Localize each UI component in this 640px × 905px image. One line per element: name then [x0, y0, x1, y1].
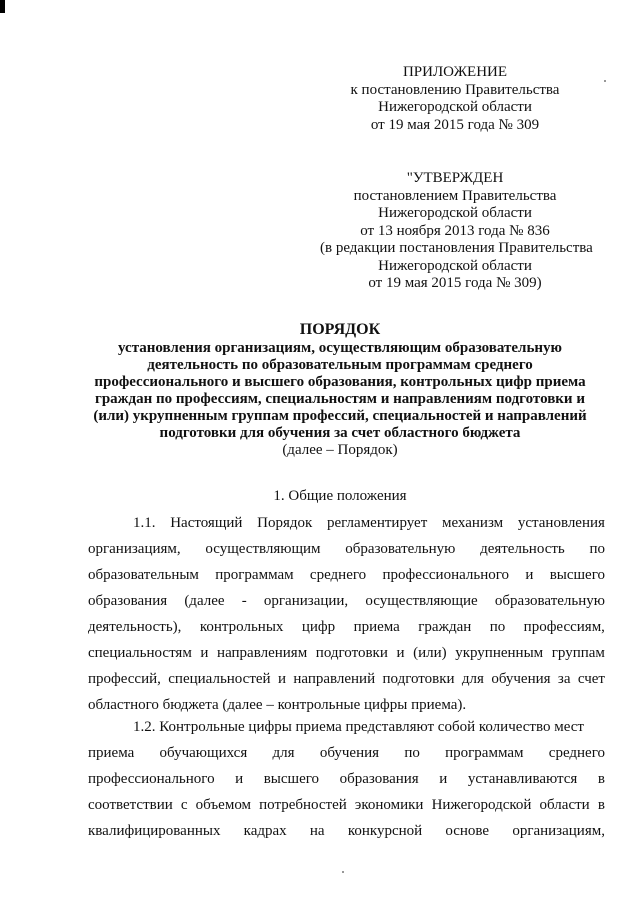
word: потребностей	[259, 797, 347, 813]
title-line: подготовки для обучения за счет областного бюджета	[159, 425, 521, 441]
title-note: (далее – Порядок)	[282, 442, 398, 458]
title-line: профессионального и высшего образования, контрольных цифр приема	[94, 374, 586, 390]
word: профессий,	[88, 671, 161, 687]
word: 1.2. Контрольные цифры приема представляют собой количество мест	[133, 719, 584, 735]
appendix-line: Нижегородской области	[378, 99, 532, 115]
word: образовательную	[345, 541, 456, 557]
word: Нижегородской	[431, 797, 532, 813]
approved-line: Нижегородской области	[378, 205, 532, 221]
word: цифр	[301, 619, 336, 635]
scan-speck	[604, 80, 606, 82]
word: и	[277, 671, 286, 687]
paragraph-line	[88, 510, 605, 536]
word: по	[489, 619, 506, 635]
word: профессионального	[382, 567, 510, 583]
appendix-line: от 19 мая 2015 года № 309	[370, 116, 540, 133]
approved-line: постановлением Правительства	[353, 187, 557, 204]
word: и	[525, 567, 534, 583]
appendix-title: ПРИЛОЖЕНИЕ	[402, 64, 508, 80]
word: образовательную	[494, 593, 605, 609]
word: -	[241, 593, 247, 609]
scan-corner-mark	[0, 0, 5, 13]
paragraph-line	[88, 640, 605, 666]
paragraph-line	[88, 666, 605, 692]
paragraph-line	[88, 792, 605, 818]
word: в	[597, 797, 605, 813]
word: для	[461, 671, 484, 687]
paragraph-line	[88, 562, 605, 588]
approved-line: от 13 ноября 2013 года № 836	[360, 222, 550, 239]
word: деятельность),	[88, 619, 182, 635]
title-heading: ПОРЯДОК	[299, 321, 381, 338]
word: с	[180, 797, 188, 813]
appendix-line: к постановлению Правительства	[350, 81, 560, 98]
scan-speck	[342, 871, 344, 873]
word: граждан	[418, 619, 472, 635]
word: подготовки	[315, 645, 388, 661]
word: обучения	[319, 745, 380, 761]
approved-block	[320, 170, 593, 293]
word: обучения	[491, 671, 551, 687]
word: программам	[445, 745, 524, 761]
word: профессиям,	[523, 619, 605, 635]
word: экономики	[354, 797, 424, 813]
approved-line: (в редакции постановления Правительства	[320, 240, 593, 256]
word: (далее	[184, 593, 225, 609]
word: конкурсной	[347, 823, 423, 839]
word: организации,	[263, 593, 349, 609]
word: деятельность	[480, 541, 565, 557]
word: программам	[215, 567, 294, 583]
paragraph-1-2	[88, 714, 605, 844]
word: направлениям	[217, 645, 308, 661]
appendix-block	[320, 64, 590, 134]
word: высшего	[549, 567, 605, 583]
paragraph-1-1	[88, 510, 605, 718]
word: 1.1.	[133, 515, 156, 531]
word: механизм	[441, 515, 504, 531]
word: направлений	[293, 671, 376, 687]
paragraph-line	[88, 818, 605, 844]
word: и	[396, 645, 405, 661]
word: по	[404, 745, 420, 761]
word: приема	[353, 619, 400, 635]
paragraph-line	[88, 588, 605, 614]
approved-line: Нижегородской области	[378, 257, 532, 274]
title-line: деятельность по образовательным программам среднего	[147, 357, 533, 373]
word: за	[557, 671, 571, 687]
paragraph-line	[88, 766, 605, 792]
word: и	[235, 771, 244, 787]
word: регламентирует	[327, 515, 428, 531]
paragraph-line	[88, 536, 605, 562]
word: основе	[445, 823, 490, 839]
word: организациям,	[512, 823, 605, 839]
document-title	[80, 321, 600, 459]
word: Настоящий	[170, 515, 243, 531]
word: приема	[88, 745, 135, 761]
word: областного бюджета (далее – контрольные цифры приема).	[88, 697, 467, 713]
word: профессионального	[88, 771, 215, 787]
word: на	[309, 823, 325, 839]
title-line: установления организациям, осуществляющим образовательную	[118, 340, 562, 356]
word: подготовки	[382, 671, 455, 687]
approved-title: "УТВЕРЖДЕН	[406, 170, 504, 186]
word: образования	[88, 593, 168, 609]
word: Порядок	[257, 515, 313, 531]
word: среднего	[309, 567, 367, 583]
word: (или)	[413, 645, 447, 661]
word: объемом	[195, 797, 252, 813]
word: осуществляющим	[205, 541, 321, 557]
word: специальностей	[168, 671, 271, 687]
word: осуществляющие	[365, 593, 478, 609]
word: кадрах	[243, 823, 287, 839]
word: контрольных	[199, 619, 284, 635]
word: группам	[551, 645, 605, 661]
word: области	[539, 797, 590, 813]
word: организациям,	[88, 541, 181, 557]
word: для	[272, 745, 295, 761]
word: установления	[517, 515, 605, 531]
word: образования	[339, 771, 419, 787]
word: и	[439, 771, 448, 787]
word: в	[597, 771, 605, 787]
word: обучающихся	[159, 745, 248, 761]
paragraph-line	[88, 614, 605, 640]
word: соответствии	[88, 797, 173, 813]
word: по	[589, 541, 605, 557]
word: счет	[577, 671, 605, 687]
word: среднего	[548, 745, 605, 761]
title-line: (или) укрупненным группам профессий, специальностей и направлений	[93, 408, 587, 424]
word: специальностям	[88, 645, 192, 661]
word: и	[200, 645, 209, 661]
word: квалифицированных	[88, 823, 221, 839]
word: укрупненным	[455, 645, 544, 661]
paragraph-line	[88, 740, 605, 766]
approved-line: от 19 мая 2015 года № 309)	[368, 275, 542, 291]
word: высшего	[263, 771, 320, 787]
word: образовательным	[88, 567, 199, 583]
title-line: граждан по профессиям, специальностям и направлениям подготовки и	[95, 391, 585, 407]
word: устанавливаются	[467, 771, 578, 787]
paragraph-line	[88, 714, 605, 740]
section-heading: 1. Общие положения	[273, 488, 407, 504]
